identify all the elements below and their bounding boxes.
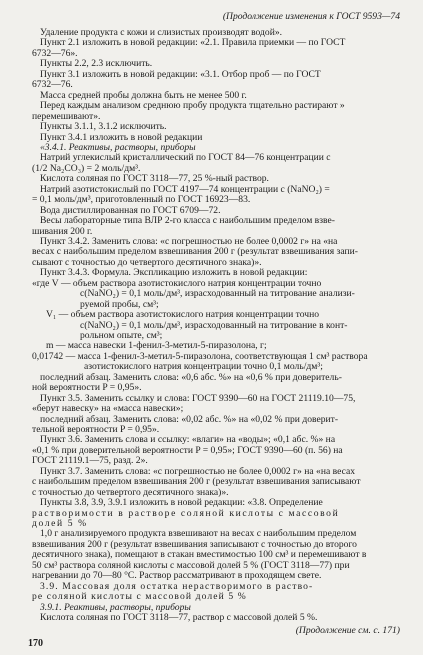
text-line: «где V — объем раствора азотистокислого натрия концентрации точно [32,277,322,289]
text-line: взвешивания 200 г (результат взвешивания записывают с точностью до второго [32,538,357,550]
section-heading: ре соляной кислоты с массовой долей 5 % [32,591,247,603]
page-number: 170 [28,638,43,649]
text-line: Пункт 3.6. Заменить слова и ссылку: «влаги» на «воды»; «0,1 абс. %» на [40,434,336,446]
text-line: Весы лабораторные типа ВЛР 2-го класса с наибольшим пределом взве- [40,215,335,226]
text-line: Пункты 3.1.1, 3.1.2 исключить. [40,121,167,132]
section-heading: 3.9.1. Реактивы, растворы, приборы [40,601,191,613]
text-line: Пункты 3.8, 3.9, 3.9.1 изложить в новой редакции: «3.8. Определение [40,497,323,509]
text-line: «берут навеску» на «масса навески»; [32,403,184,415]
text-line: Перед каждым анализом среднюю пробу продукта тщательно растирают » [40,100,345,112]
text-line: Пункт 3.4.3. Формула. Экспликацию изложить в новой редакции: [40,267,308,279]
text-line: сывают с точностью до четвертого десятичного знака)». [32,256,262,268]
text-line: Пункт 3.1 изложить в новой редакции: «3.1. Отбор проб — по ГОСТ [40,68,321,80]
text-line: Вода дистиллированная по ГОСТ 6709—72. [40,204,221,216]
text-line: шивания 200 г. [32,225,93,237]
text-line: 6732—76. [32,79,73,91]
text-line: ГОСТ 21119.1—75, разд. 2». [32,455,148,467]
text-line: Масса средней пробы должна быть не менее 500 г. [40,89,247,101]
text-line: 6732—76». [32,47,78,59]
text-line: 1,0 г анализируемого продукта взвешивают на весах с наибольшим пределом [40,528,357,540]
continuation-header: (Продолжение изменения к ГОСТ 9593—74 [222,11,400,22]
text-line: азотистокислого натрия концентрации точно 0,1 моль/дм³; [84,361,323,373]
text-line: Пункт 2.1 изложить в новой редакции: «2.1. Правила приемки — по ГОСТ [40,37,346,49]
text-line: последний абзац. Заменить слова: «0,6 абс. %» на «0,6 % при доверитель- [40,371,342,383]
text-line: последний абзац. Заменить слова: «0,02 абс. %» на «0,02 % при доверит- [40,413,339,425]
text-line: Пункт 3.4.1 изложить в новой редакции [40,131,203,143]
text-line: m — масса навески 1-фенил-3-метил-5-пиразолона, г; [46,340,267,352]
text-line: с(NaNO₂) = 0,1 моль/дм³, израсходованный на титрование в конт- [80,319,348,331]
text-line: с(NaNO₂) = 0,1 моль/дм³, израсходованный на титрование анализи- [80,288,355,300]
text-line: рольном опыте, см³; [80,329,163,341]
continuation-footer: (Продолжение см. с. 171) [295,625,400,636]
text-line: Пункт 3.4.2. Заменить слова: «с погрешностью не более 0,0002 г» на «на [40,235,338,247]
text-line: ной вероятности P = 0,95». [32,382,142,394]
section-heading: растворимости в растворе соляной кислоты с массовой [32,507,340,519]
text-line: Удаление продукта с кожи и слизистых производят водой». [40,27,283,38]
text-line: Пункт 3.7. Заменить слова: «с погрешностью не более 0,0002 г» на «на весах [40,465,356,477]
text-line: с наибольшим пределом взвешивания 200 г (результат взвешивания записывают [32,476,361,488]
text-line: (1/2 Na₂CO₃) = 2 моль/дм³. [32,162,141,174]
section-heading: долей 5 % [32,518,88,529]
text-line: руемой пробы, см³; [80,298,159,310]
text-line: Натрий углекислый кристаллический по ГОСТ 84—76 концентрации с [40,152,331,164]
text-line: «0,1 % при доверительной вероятности P = 0,95»; ГОСТ 9390—60 (п. 56) на [32,444,343,456]
text-line: Кислота соляная по ГОСТ 3118—77, 25 %-ный раствор. [40,173,269,185]
text-line: с точностью до четвертого десятичного знака)». [32,486,229,498]
text-line: = 0,1 моль/дм³, приготовленный по ГОСТ 16923—83. [32,194,251,206]
text-line: нагревании до 70—80 °С. Раствор рассматривают в проходящем свете. [32,570,322,582]
text-line: перемешивают». [32,110,101,122]
text-line: Пункт 3.5. Заменить ссылку и слова: ГОСТ 9390—60 на ГОСТ 21119.10—75, [40,392,356,404]
text-line: V₁ — объем раствора азотистокислого натрия концентрации точно [46,309,320,321]
text-line: Натрий азотистокислый по ГОСТ 4197—74 концентрации с (NaNO₂) = [40,183,330,195]
section-heading: «3.4.1. Реактивы, растворы, приборы [40,141,196,153]
text-line: Пункты 2.2, 2.3 исключить. [40,58,153,70]
section-heading: 3.9. Массовая доля остатка нерастворимого в раство- [40,580,314,592]
text-line: 0,01742 — масса 1-фенил-3-метил-5-пиразолона, соответствующая 1 см³ раствора [32,350,368,362]
text-line: весах с наибольшим пределом взвешивания 200 г (результат взвешивания запи- [32,246,358,258]
text-line: тельной вероятности P = 0,95». [32,424,160,435]
text-line: десятичного знака), помещают в стакан вместимостью 100 см³ и перемешивают в [32,549,367,561]
text-line: Кислота соляная по ГОСТ 3118—77, раствор с массовой долей 5 %. [40,612,318,623]
text-line: 50 см³ раствора соляной кислоты с массовой долей 5 % (ГОСТ 3118—77) при [32,559,350,571]
